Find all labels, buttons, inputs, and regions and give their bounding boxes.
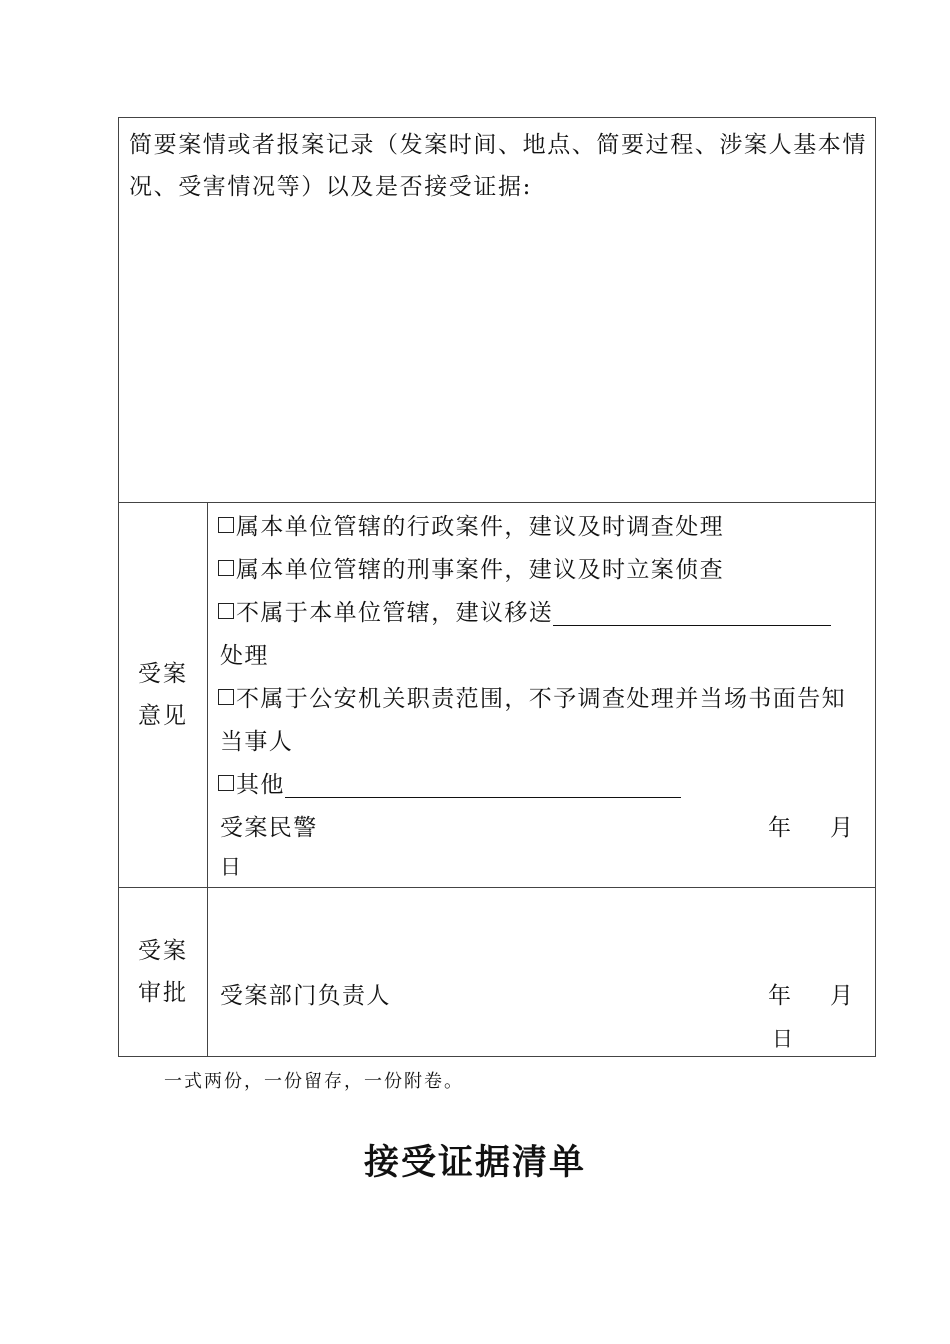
case-summary-label: 简要案情或者报案记录（发案时间、地点、简要过程、涉案人基本情况、受害情况等）以及是否接受证据: — [129, 132, 867, 200]
acceptance-opinion-content — [208, 503, 875, 887]
officer-date-month: 月 — [830, 815, 853, 841]
checkbox-administrative-case[interactable] — [218, 517, 234, 533]
acceptance-opinion-row — [119, 503, 875, 888]
transfer-suffix: 处理 — [220, 643, 269, 669]
option-administrative-case — [218, 506, 724, 548]
department-head-label: 受案部门负责人 — [220, 983, 391, 1009]
option-not-police-duty-text: 不属于公安机关职责范围，不予调查处理并当场书面告知 — [236, 686, 846, 712]
officer-date-year: 年 — [768, 815, 791, 841]
option-not-police-duty — [218, 678, 846, 720]
acceptance-opinion-label-cell — [119, 503, 208, 887]
evidence-list-title: 接受证据清单 — [363, 1142, 586, 1183]
option-transfer — [218, 592, 831, 634]
option-transfer-text: 不属于本单位管辖，建议移送 — [236, 600, 554, 626]
option-other — [218, 764, 681, 806]
case-summary-row — [119, 118, 875, 503]
other-blank[interactable] — [285, 775, 681, 798]
approval-date-year: 年 — [768, 983, 791, 1009]
case-acceptance-form — [118, 117, 876, 1057]
approval-date-day: 日 — [772, 1027, 793, 1051]
copies-note: 一式两份，一份留存，一份附卷。 — [164, 1071, 464, 1092]
acceptance-opinion-label: 受案意见 — [138, 661, 188, 729]
checkbox-not-police-duty[interactable] — [218, 689, 234, 705]
acceptance-approval-row — [119, 888, 875, 1056]
checkbox-other[interactable] — [218, 775, 234, 791]
option-criminal-case-text: 属本单位管辖的刑事案件，建议及时立案侦查 — [236, 557, 724, 583]
acceptance-approval-content — [208, 888, 875, 1056]
acceptance-approval-label: 受案审批 — [138, 938, 188, 1006]
notify-suffix: 当事人 — [220, 729, 294, 755]
option-other-text: 其他 — [236, 772, 285, 798]
officer-label: 受案民警 — [220, 815, 318, 841]
approval-date-month: 月 — [830, 983, 853, 1009]
checkbox-transfer[interactable] — [218, 603, 234, 619]
officer-date-day: 日 — [220, 855, 243, 879]
option-administrative-case-text: 属本单位管辖的行政案件，建议及时调查处理 — [236, 514, 724, 540]
checkbox-criminal-case[interactable] — [218, 560, 234, 576]
option-criminal-case — [218, 549, 724, 591]
transfer-target-blank[interactable] — [553, 603, 831, 626]
acceptance-approval-label-cell — [119, 888, 208, 1056]
